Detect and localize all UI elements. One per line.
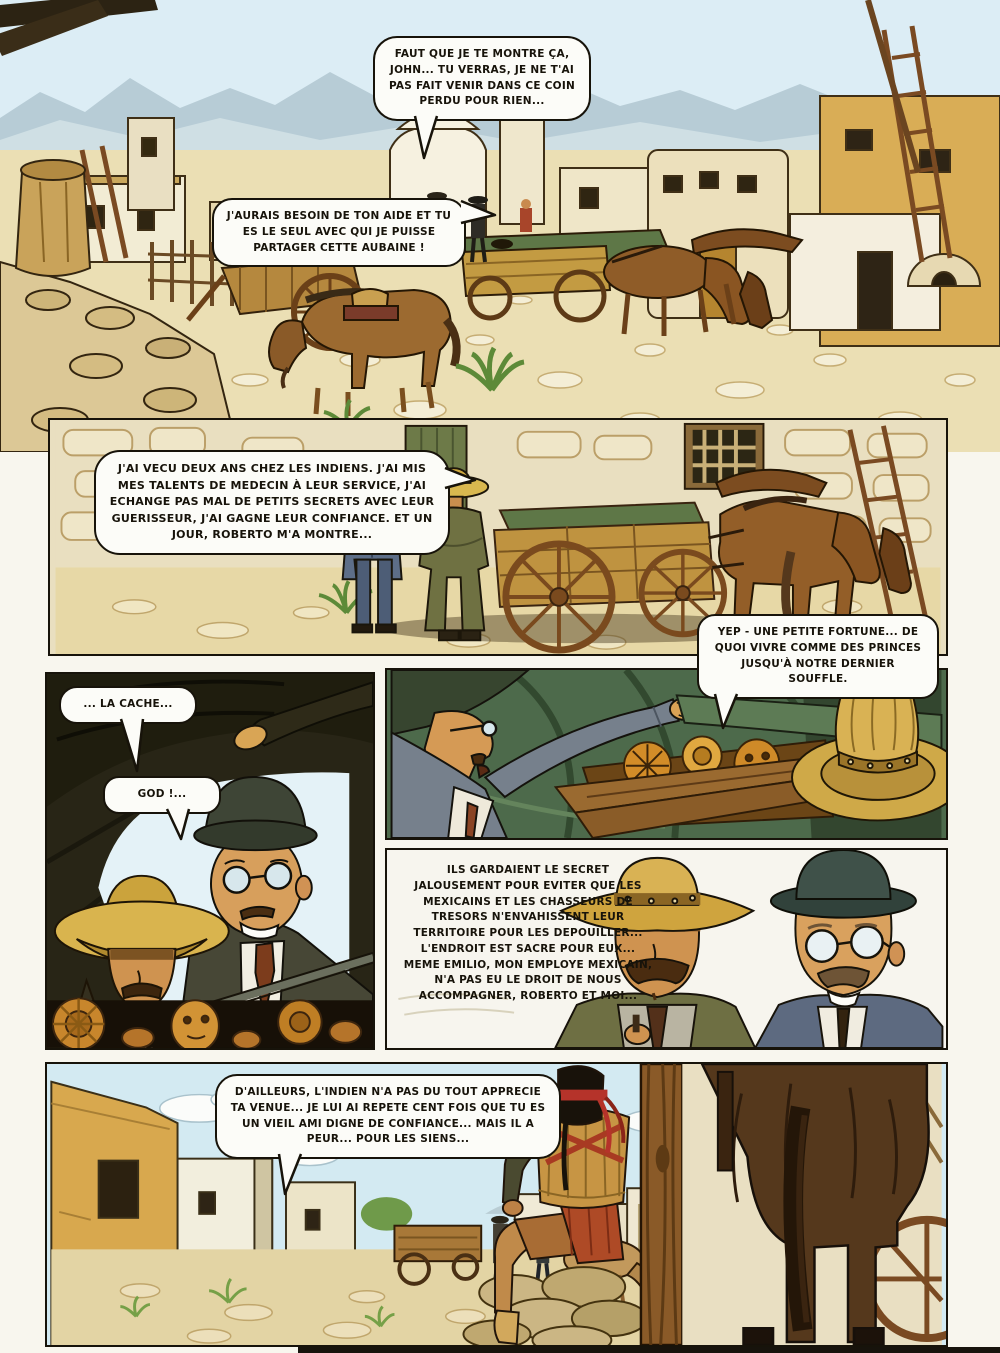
speech-text: GOD !... <box>137 788 187 800</box>
speech-bubble <box>94 450 450 555</box>
speech-bubble <box>373 36 591 121</box>
speech-text: ... LA CACHE... <box>83 698 173 710</box>
speech-bubble <box>59 686 197 724</box>
bubble-tail <box>119 719 145 759</box>
bubble-tail <box>445 464 485 490</box>
speech-bubble <box>212 198 466 267</box>
bubble-tail <box>713 694 739 734</box>
panel-village-overview <box>0 0 1000 452</box>
bubble-tail <box>413 116 439 156</box>
scan-edge-strip <box>298 1347 1000 1353</box>
panel-two-faces <box>385 848 948 1050</box>
moccasin-boot <box>494 1310 518 1344</box>
gold-artifacts <box>47 998 373 1048</box>
stirrup-strap <box>718 1072 733 1171</box>
speech-text: D'AILLEURS, L'INDIEN N'A PAS DU TOUT APPRECIE TA VENUE... JE LUI AI REPETE CENT FOIS QUE TU ES UN VIEIL AMI DIGNE DE CONFIANCE... MAIS IL A PEUR... POUR LES SIENS... <box>230 1086 546 1146</box>
speech-bubble <box>215 1074 561 1159</box>
speech-text: J'AURAIS BESOIN DE TON AIDE ET TU ES LE SEUL AVEC QUI JE PUISSE PARTAGER CETTE AUBAINE ! <box>226 210 452 254</box>
dog <box>491 239 513 249</box>
speech-text: J'AI VECU DEUX ANS CHEZ LES INDIENS. J'AI MIS MES TALENTS DE MEDECIN À LEUR SERVICE, J'AI ECHANGE PAS MAL DE PETITS SECRETS AVEC LEUR GUERISSEUR, J'AI GAGNE LEUR CONFIANCE. ET UN JOUR, ROBERTO M'A MONTRE... <box>109 462 435 541</box>
bubble-tail <box>277 1154 303 1194</box>
water-jar <box>16 165 90 276</box>
bubble-tail <box>461 199 501 225</box>
bubble-tail <box>165 809 191 849</box>
rock-pile <box>463 1267 646 1345</box>
seated-figure <box>520 199 532 232</box>
speech-bubble <box>697 614 939 699</box>
panel-indian-street <box>45 1062 948 1347</box>
speech-text: YEP - UNE PETITE FORTUNE... DE QUOI VIVRE COMME DES PRINCES JUSQU'À NOTRE DERNIER SOUFFLE. <box>714 626 922 686</box>
horse-tail <box>786 552 791 621</box>
speech-text: FAUT QUE JE TE MONTRE ÇA, JOHN... TU VERRAS, JE NE T'AI PAS FAIT VENIR DANS CE COIN PERDU POUR RIEN... <box>388 48 576 108</box>
horse-hindquarters <box>682 1064 946 1345</box>
cache-reveal-illustration <box>47 674 373 1048</box>
speech-text: ILS GARDAIENT LE SECRET JALOUSEMENT POUR EVITER QUE LES MEXICAINS ET LES CHASSEURS DE TRESORS N'ENVAHISSENT LEUR TERRITOIRE POUR LES DEPOUILLER... L'ENDROIT EST SACRE POUR EUX... MEME EMILIO, MON EMPLOYE MEXICAIN, N'A PAS EU LE DROIT DE NOUS ACCOMPAGNER, ROBERTO ET MOI... <box>403 864 653 1002</box>
caption-text-block <box>391 854 665 1014</box>
speech-bubble <box>103 776 221 814</box>
wooden-post <box>641 1064 682 1345</box>
panel-cache-reveal <box>45 672 375 1050</box>
